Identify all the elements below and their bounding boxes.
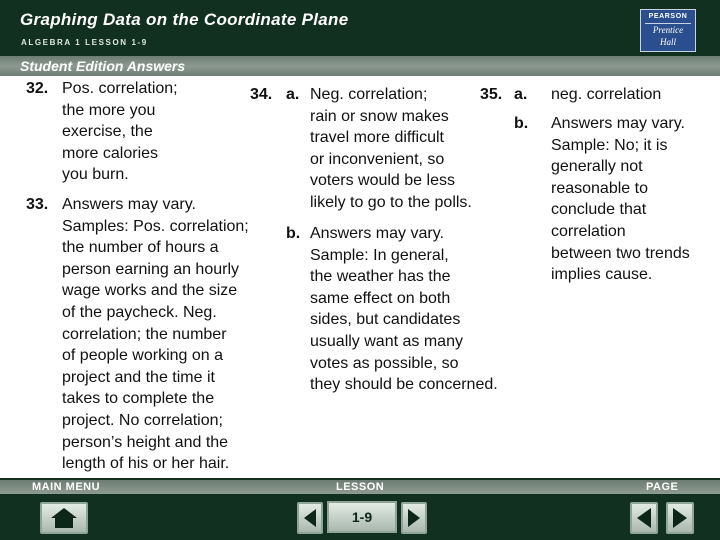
answers-content — [0, 76, 720, 478]
answer-32-line: more calories — [62, 144, 159, 162]
answer-35b-line: correlation — [551, 223, 626, 240]
logo-divider — [645, 23, 691, 24]
answer-33-line: Answers may vary. — [62, 196, 196, 213]
answer-34b-line: usually want as many — [310, 333, 463, 350]
logo-line-1: Prentice — [652, 25, 684, 35]
answer-34a-label: a. — [286, 86, 300, 103]
answer-35a-label: a. — [514, 86, 528, 103]
answer-35b-line: generally not — [551, 158, 643, 176]
section-label: Student Edition Answers — [20, 58, 186, 74]
page-label: PAGE — [646, 481, 679, 493]
triangle-left-icon — [302, 507, 318, 529]
answer-35-number: 35. — [480, 86, 503, 103]
answer-34a-line: or inconvenient, so — [310, 150, 445, 168]
page-prev-button[interactable] — [630, 502, 658, 534]
answer-32-line: you burn. — [62, 166, 129, 184]
main-menu-label: MAIN MENU — [32, 481, 101, 493]
answer-34b-line: same effect on both — [310, 289, 451, 307]
answer-34b-line: votes as possible, so — [310, 354, 459, 372]
answer-33-line: project. No correlation; — [62, 412, 223, 429]
answer-34b-line: the weather has the — [310, 268, 451, 286]
answer-34b-line: sides, but candidates — [310, 311, 461, 329]
answer-35b-label: b. — [514, 115, 529, 132]
answer-33-line: length of his or her hair. — [62, 455, 230, 473]
logo-top-text: PEARSON — [648, 13, 688, 20]
answer-34b-line: Sample: In general, — [310, 246, 449, 264]
answer-34b-line: they should be concerned. — [310, 376, 498, 394]
publisher-logo — [640, 9, 696, 52]
answer-32-line: exercise, the — [62, 123, 153, 141]
answer-33-line: takes to complete the — [62, 390, 215, 408]
answer-34a-line: rain or snow makes — [310, 107, 449, 125]
answer-32-number: 32. — [26, 80, 49, 97]
answer-34a-line: voters would be less — [310, 172, 455, 190]
answer-33-line: project and the time it — [62, 368, 215, 386]
lesson-prev-button[interactable] — [297, 502, 323, 534]
answer-33-line: correlation; the number — [62, 325, 227, 343]
page-next-button[interactable] — [666, 502, 694, 534]
answer-34a-line: likely to go to the polls. — [310, 194, 472, 211]
answer-34b-label: b. — [286, 225, 301, 242]
lesson-label: LESSON — [336, 481, 385, 493]
lesson-number-badge: 1-9 — [327, 501, 397, 533]
answer-32-line: the more you — [62, 101, 156, 119]
answer-32-line: Pos. correlation; — [62, 80, 178, 97]
triangle-right-icon — [671, 506, 689, 530]
answer-33-line: person earning an hourly — [62, 260, 240, 278]
answer-35b-line: Answers may vary. — [551, 115, 685, 132]
triangle-right-icon — [406, 507, 422, 529]
answer-35b-line: reasonable to — [551, 179, 648, 197]
answer-33-number: 33. — [26, 196, 49, 213]
lesson-next-button[interactable] — [401, 502, 427, 534]
lesson-subtitle: ALGEBRA 1 LESSON 1-9 — [21, 38, 148, 47]
answer-33-line: wage works and the size — [62, 282, 238, 300]
answer-33-line: person’s height and the — [62, 433, 229, 451]
answer-35a-line: neg. correlation — [551, 86, 662, 103]
answer-33-line: the number of hours a — [62, 239, 219, 257]
answer-33-line: Samples: Pos. correlation; — [62, 217, 249, 235]
answer-35b-line: implies cause. — [551, 266, 653, 284]
home-button[interactable] — [40, 502, 88, 534]
answer-35b-line: between two trends — [551, 244, 690, 262]
answer-34a-line: Neg. correlation; — [310, 86, 428, 103]
answer-34b-line: Answers may vary. — [310, 225, 444, 242]
triangle-left-icon — [635, 506, 653, 530]
page-title: Graphing Data on the Coordinate Plane — [20, 10, 349, 29]
answer-33-line: of the paycheck. Neg. — [62, 304, 217, 321]
answer-34-number: 34. — [250, 86, 273, 103]
logo-line-2: Hall — [659, 37, 676, 47]
answer-34a-line: travel more difficult — [310, 129, 444, 147]
answer-35b-line: Sample: No; it is — [551, 136, 668, 154]
answer-35b-line: conclude that — [551, 201, 647, 219]
answer-33-line: of people working on a — [62, 347, 223, 365]
home-icon — [49, 506, 79, 530]
